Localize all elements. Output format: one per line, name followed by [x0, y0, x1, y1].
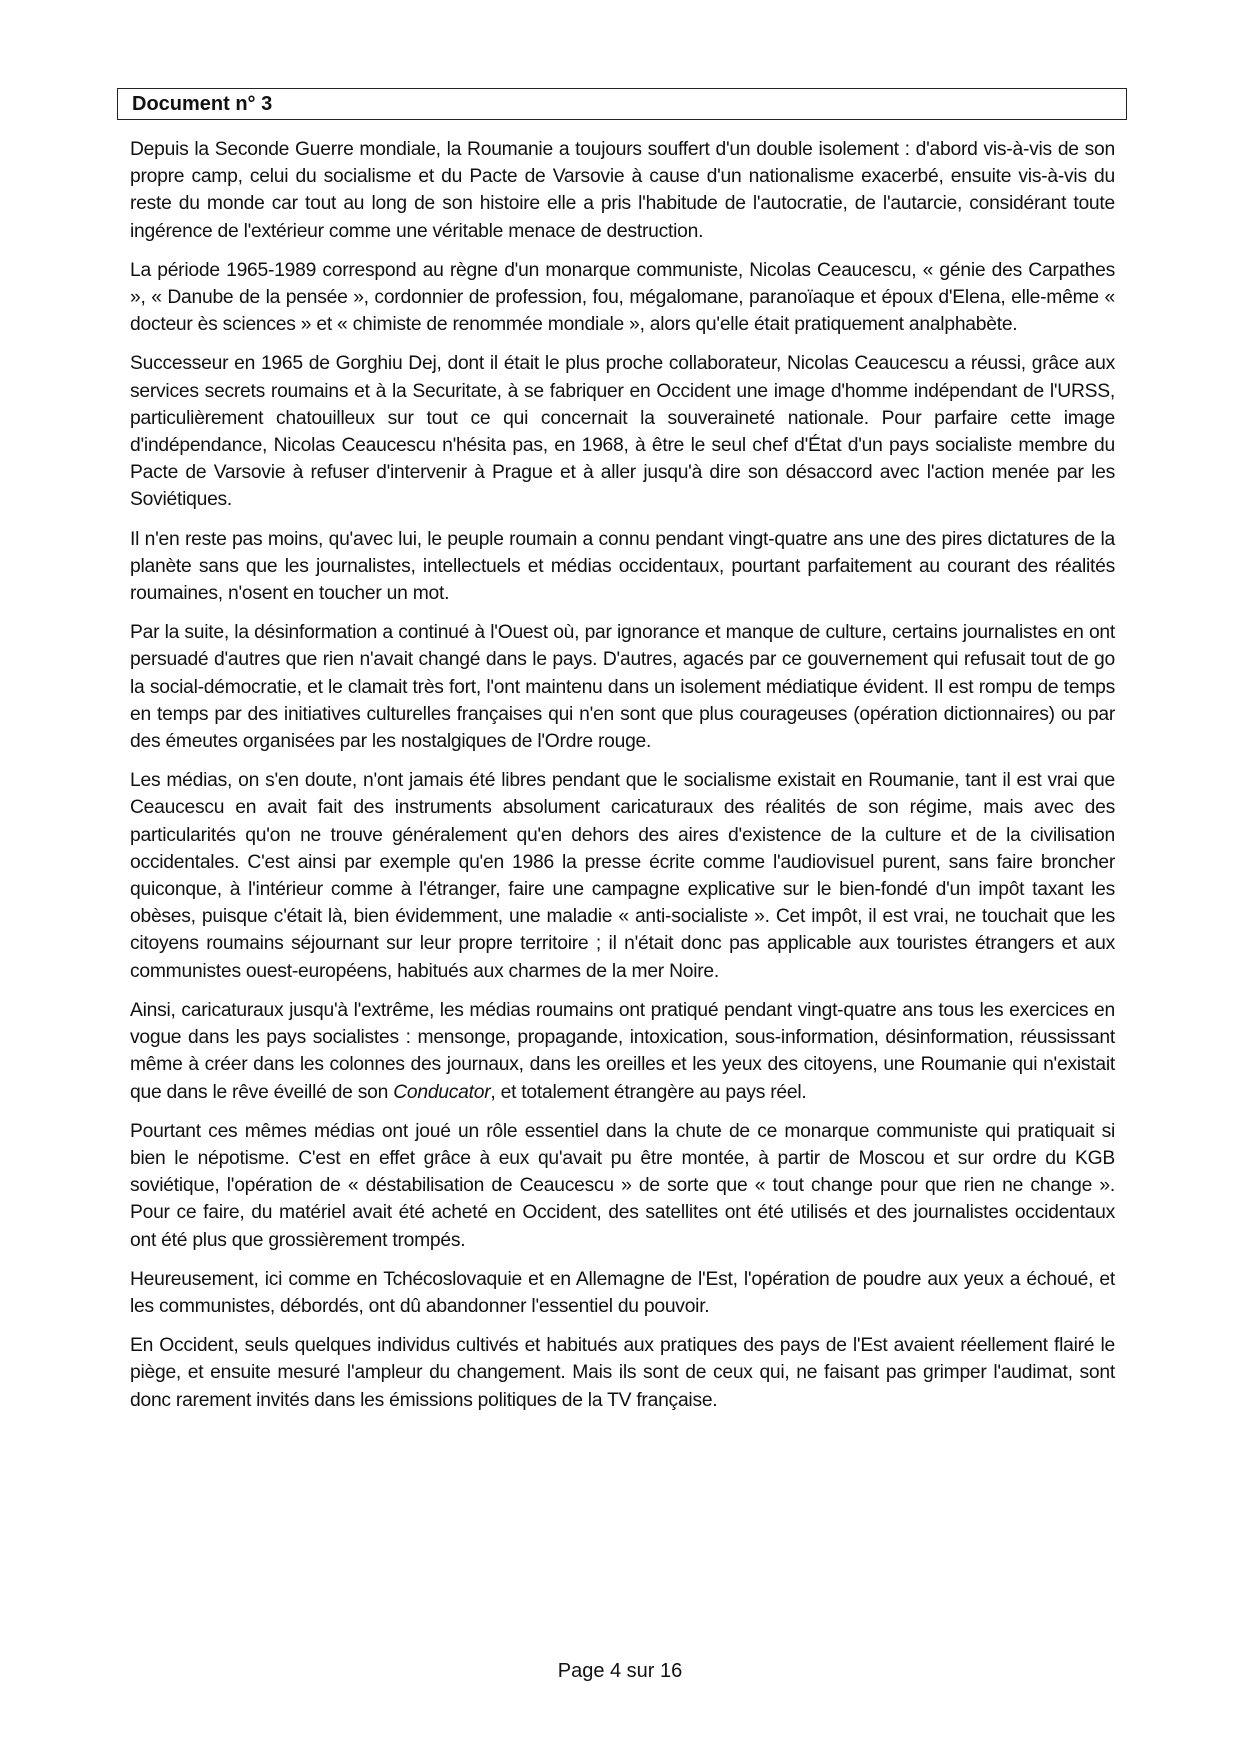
- paragraph: La période 1965-1989 correspond au règne d'un monarque communiste, Nicolas Ceaucescu, « génie des Carpathes », « Danube de la pensée », cordonnier de profession, fou, mégalomane, paranoïaque et époux d'Elena, elle-même « docteur ès sciences » et « chimiste de renommée mondiale », alors qu'elle était pratiquement analphabète.: [130, 259, 1115, 336]
- paragraph: Depuis la Seconde Guerre mondiale, la Roumanie a toujours souffert d'un double isolement : d'abord vis-à-vis de son propre camp, celui du socialisme et du Pacte de Varsovie à cause d'un nationalisme exacerbé, ensuite vis-à-vis du reste du monde car tout au long de son histoire elle a pris l'habitude de l'autocratie, de l'autarcie, considérant toute ingérence de l'extérieur comme une véritable menace de destruction.: [130, 139, 1115, 242]
- paragraph: En Occident, seuls quelques individus cultivés et habitués aux pratiques des pays de l'Est avaient réellement flairé le piège, et ensuite mesuré l'ampleur du changement. Mais ils sont de ceux qui, ne faisant pas grimper l'audimat, sont donc rarement invités dans les émissions politiques de la TV française.: [130, 1335, 1115, 1411]
- paragraph: Par la suite, la désinformation a continué à l'Ouest où, par ignorance et manque de culture, certains journalistes en ont persuadé d'autres que rien n'avait changé dans le pays. D'autres, agacés par ce gouvernement qui refusait tout de go la social-démocratie, et le clamait très fort, l'ont maintenu dans un isolement médiatique évident. Il est rompu de temps en temps par des initiatives culturelles françaises qui n'en sont que plus courageuses (opération dictionnaires) ou par des émeutes organisées par les nostalgiques de l'Ordre rouge.: [130, 622, 1115, 753]
- paragraph: Successeur en 1965 de Gorghiu Dej, dont il était le plus proche collaborateur, Nicolas Ceaucescu a réussi, grâce aux services secrets roumains et à la Securitate, à se fabriquer en Occident une image d'homme indépendant de l'URSS, particulièrement chatouilleux sur tout ce qui concernait la souveraineté nationale. Pour parfaire cette image d'indépendance, Nicolas Ceaucescu n'hésita pas, en 1968, à être le seul chef d'État d'un pays socialiste membre du Pacte de Varsovie à refuser d'intervenir à Prague et à aller jusqu'à dire son désaccord avec l'action menée par les Soviétiques.: [130, 353, 1115, 511]
- document-title: Document n° 3: [132, 92, 273, 115]
- page-number: Page 4 sur 16: [557, 1660, 683, 1682]
- document-body: [130, 136, 1115, 1426]
- paragraph: Il n'en reste pas moins, qu'avec lui, le peuple roumain a connu pendant vingt-quatre ans une des pires dictatures de la planète sans que les journalistes, intellectuels et médias occidentaux, pourtant parfaitement au courant des réalités roumaines, n'osent en toucher un mot.: [130, 528, 1115, 605]
- paragraph-text: , et totalement étrangère au pays réel.: [490, 1081, 807, 1103]
- paragraph: Heureusement, ici comme en Tchécoslovaquie et en Allemagne de l'Est, l'opération de poudre aux yeux a échoué, et les communistes, débordés, ont dû abandonner l'essentiel du pouvoir.: [130, 1268, 1115, 1317]
- conducator-emphasis: Conducator: [393, 1081, 491, 1103]
- paragraph-text: Ainsi, caricaturaux jusqu'à l'extrême, les médias roumains ont pratiqué pendant vingt-quatre ans tous les exercices en vogue dans les pays socialistes : mensonge, propagande, intoxication, sous-information, désinformation, réussissant même à créer dans les colonnes des journaux, dans les oreilles et les yeux des citoyens, une Roumanie qui n'existait que dans le rêve éveillé de son: [130, 999, 1115, 1103]
- document-title-box: [117, 88, 1127, 120]
- paragraph: [130, 997, 1115, 1106]
- paragraph: Pourtant ces mêmes médias ont joué un rôle essentiel dans la chute de ce monarque communiste qui pratiquait si bien le népotisme. C'est en effet grâce à eux qu'avait pu être montée, à partir de Moscou et sur ordre du KGB soviétique, l'opération de « déstabilisation de Ceaucescu » de sorte que « tout change pour que rien ne change ». Pour ce faire, du matériel avait été acheté en Occident, des satellites ont été utilisés et des journalistes occidentaux ont été plus que grossièrement trompés.: [130, 1120, 1115, 1251]
- paragraph: Les médias, on s'en doute, n'ont jamais été libres pendant que le socialisme existait en Roumanie, tant il est vrai que Ceaucescu en avait fait des instruments absolument caricaturaux des réalités de son régime, mais avec des particularités qu'on ne trouve généralement qu'en dehors des aires d'existence de la culture et de la civilisation occidentales. C'est ainsi par exemple qu'en 1986 la presse écrite comme l'audiovisuel purent, sans faire broncher quiconque, à l'intérieur comme à l'étranger, faire une campagne explicative sur le bien-fondé d'un impôt taxant les obèses, puisque c'était là, bien évidemment, une maladie « anti-socialiste ». Cet impôt, il est vrai, ne touchait que les citoyens roumains séjournant sur leur propre territoire ; il n'était donc pas applicable aux touristes étrangers et aux communistes ouest-européens, habitués aux charmes de la mer Noire.: [130, 770, 1115, 982]
